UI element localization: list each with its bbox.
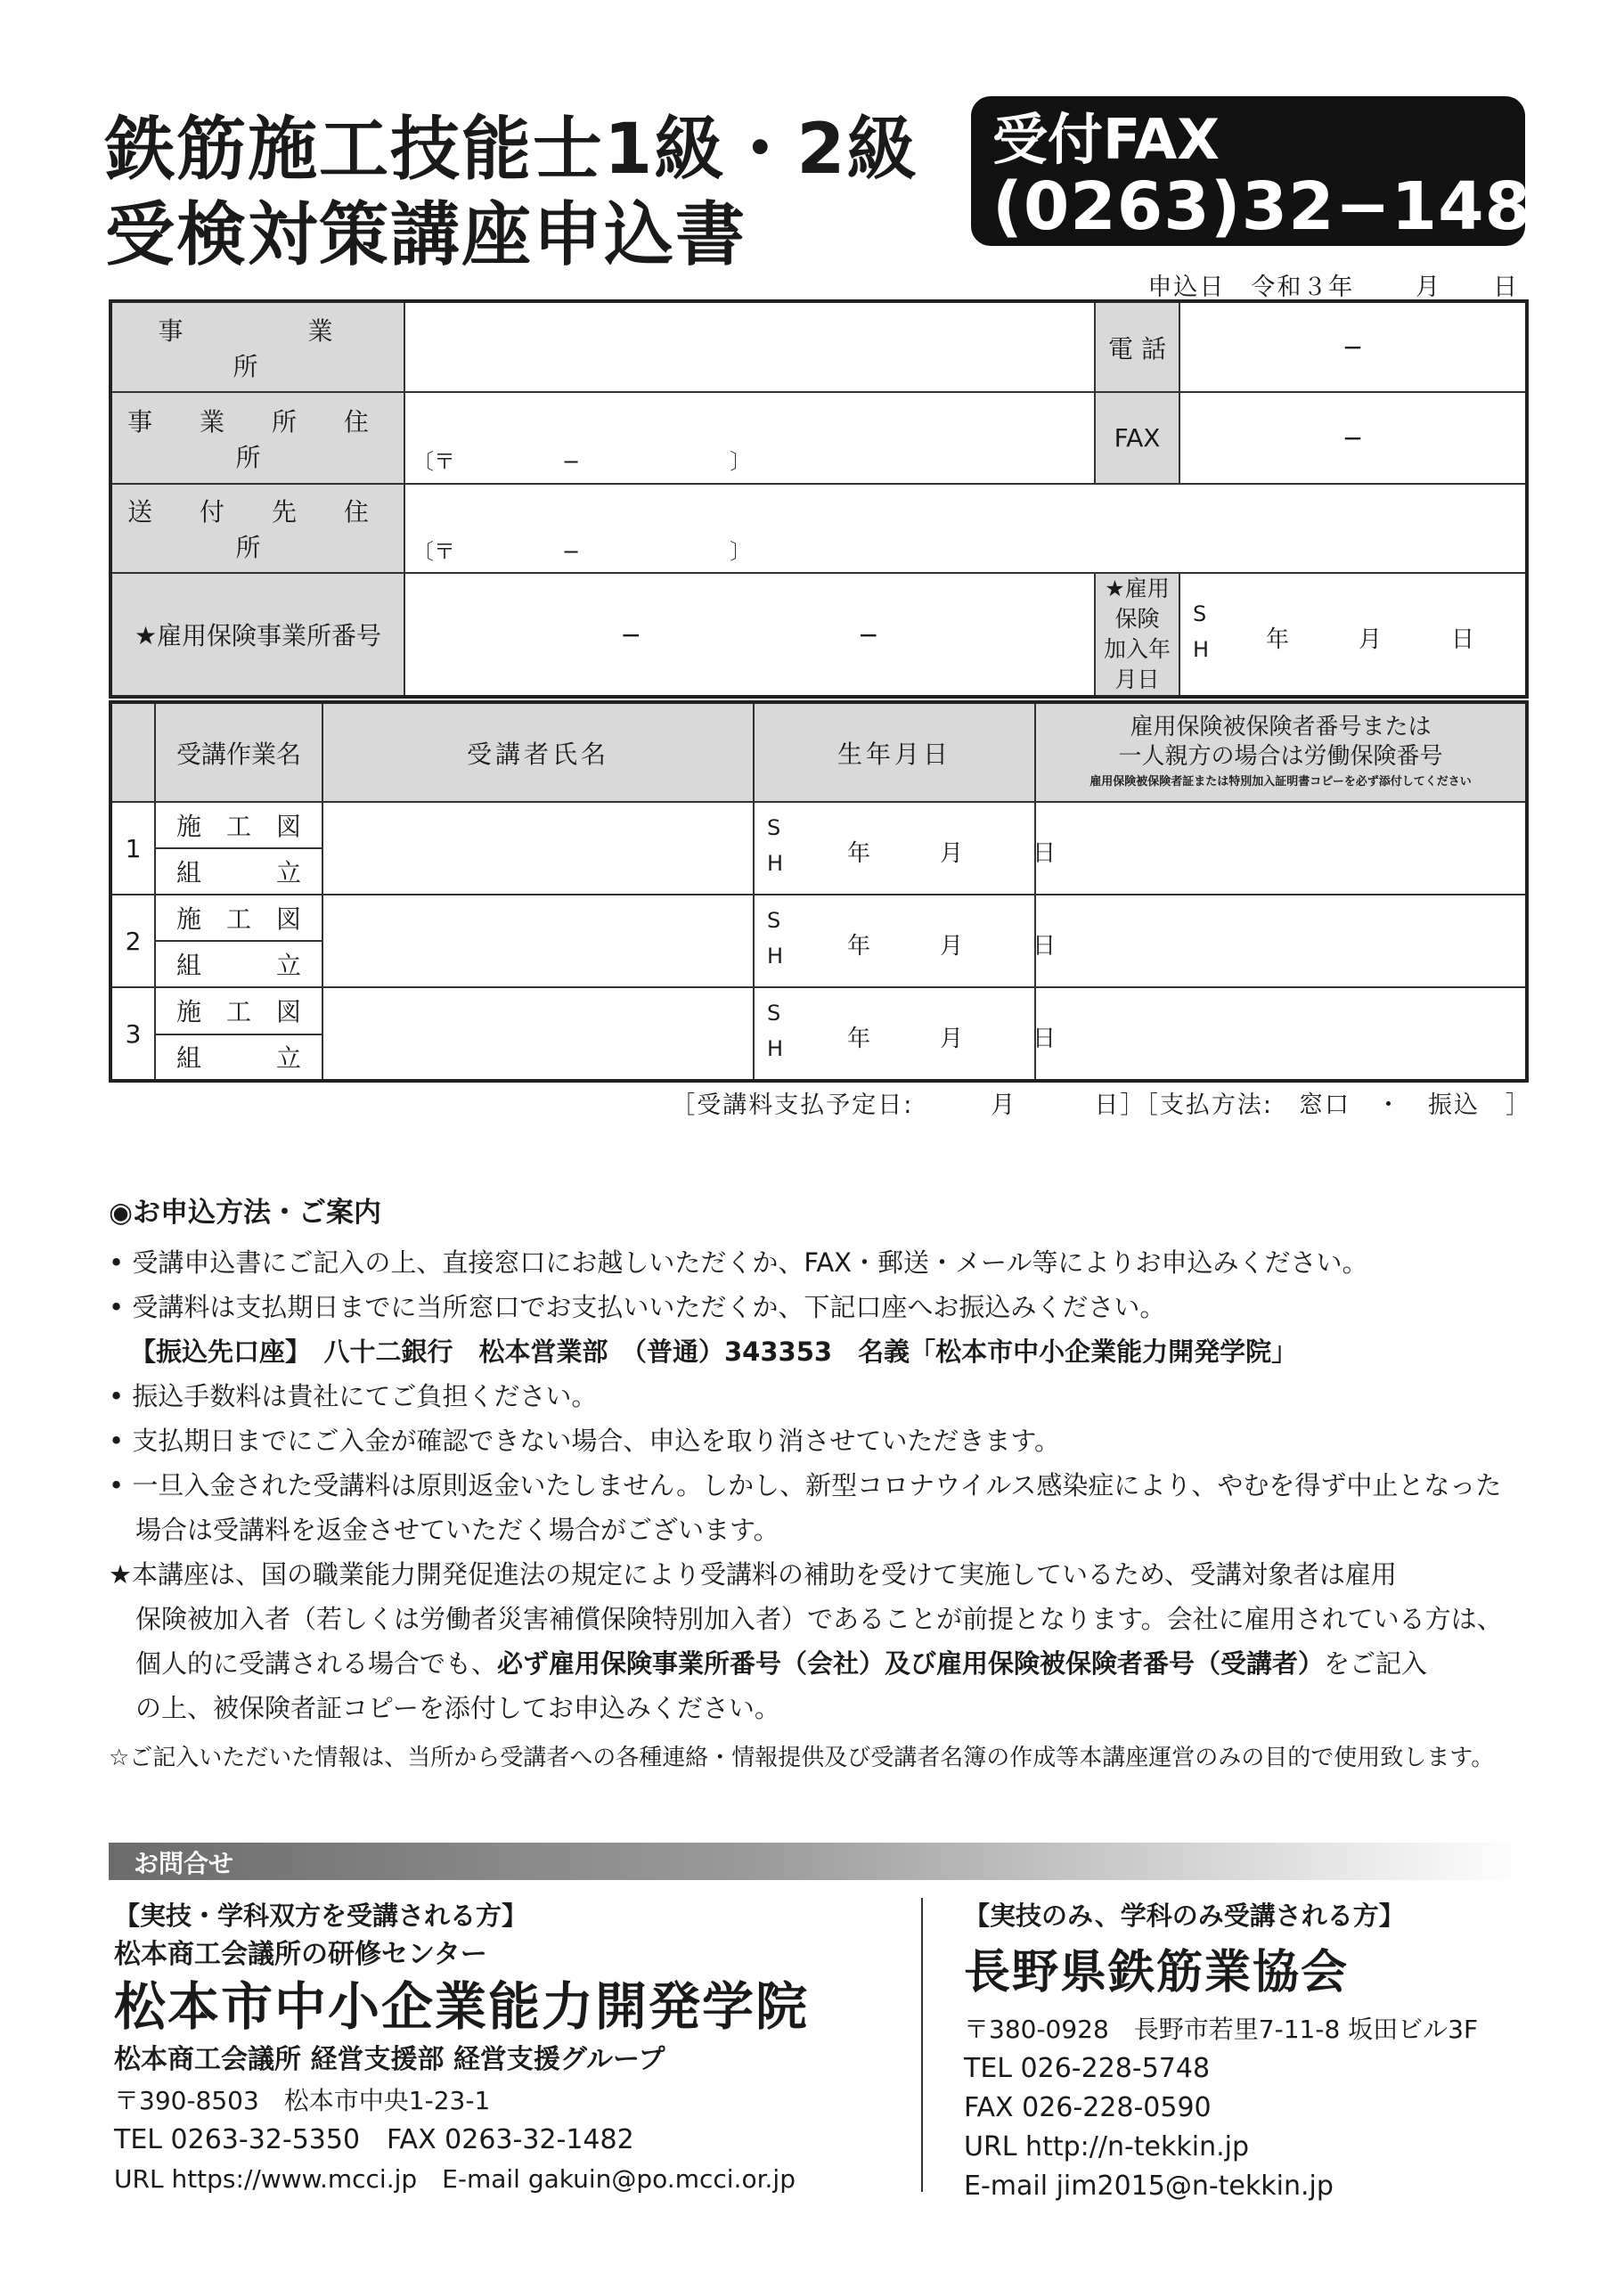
payment-note: ［受講料支払予定日: 月 日］［支払方法: 窓口 ・ 振込 ］ — [671, 1091, 1531, 1119]
contact-left-tel-fax: TEL 0263-32-5350 FAX 0263-32-1482 — [114, 2124, 634, 2155]
bank-account-info: 【振込先口座】 八十二銀行 松本営業部 （普通）343353 名義「松本市中小企業能力開発学院」 — [130, 1337, 1298, 1367]
subsidy-note-continued — [109, 1641, 1534, 1686]
shipping-address-label: 送 付 先 住 所 — [110, 484, 404, 573]
contact-heading: お問合せ — [134, 1849, 234, 1878]
header-insured-no — [1035, 702, 1527, 802]
contact-left-sub: 松本商工会議所の研修センター — [114, 1939, 487, 1970]
contact-right-address: 〒380-0928 長野市若里7-11-8 坂田ビル3F — [964, 2015, 1479, 2044]
shipping-address-field[interactable] — [404, 484, 1527, 573]
contact-right-email[interactable]: E-mail jim2015@n-tekkin.jp — [964, 2171, 1334, 2202]
insured-number-field[interactable] — [1035, 987, 1527, 1081]
showa-label: S — [767, 1001, 781, 1026]
company-info-table — [109, 299, 1529, 699]
subsidy-text: 個人的に受講される場合でも、 — [135, 1648, 498, 1679]
table-row — [110, 802, 1527, 848]
contact-left-dept: 松本商工会議所 経営支援部 経営支援グループ — [114, 2044, 665, 2075]
subsidy-emphasis: 必ず雇用保険事業所番号（会社）及び雇用保険被保険者番号（受講者） — [497, 1648, 1325, 1679]
heisei-label: H — [767, 944, 784, 969]
insured-date-label — [1095, 573, 1179, 697]
emp-no-dash-2: − — [858, 619, 879, 650]
application-date: 申込日 令和３年 月 日 — [1147, 274, 1519, 301]
contact-left-heading: 【実技・学科双方を受講される方】 — [114, 1901, 528, 1931]
contact-right-tel: TEL 026-228-5748 — [964, 2053, 1211, 2084]
birth-date-field[interactable] — [754, 895, 1057, 987]
guide-item: • 支払期日までにご入金が確認できない場合、申込を取り消させていただきます。 — [109, 1426, 1061, 1456]
header-no — [110, 702, 155, 802]
showa-label: S — [767, 908, 781, 933]
heisei-label: H — [1193, 637, 1210, 662]
emp-no-dash-1: − — [620, 619, 641, 650]
header-insured-line-2: 一人親方の場合は労働保険番号 — [1118, 742, 1443, 770]
participant-name-field[interactable] — [322, 987, 754, 1081]
business-field[interactable] — [404, 301, 1095, 392]
business-label: 事 業 所 — [110, 301, 404, 392]
row-number: 2 — [110, 895, 155, 987]
course-option-drawing[interactable]: 施 工 図 — [155, 802, 322, 848]
participant-name-field[interactable] — [322, 895, 754, 987]
business-address-label: 事 業 所 住 所 — [110, 392, 404, 484]
showa-label: S — [767, 815, 781, 840]
subsidy-text: をご記入 — [1324, 1648, 1428, 1679]
employment-insurance-no-label: ★雇用保険事業所番号 — [110, 573, 404, 697]
row-number: 3 — [110, 987, 155, 1081]
privacy-note: ☆ご記入いただいた情報は、当所から受講者への各種連絡・情報提供及び受講者名簿の作成等本講座運営のみの目的で使用致します。 — [109, 1745, 1495, 1771]
header-insured-line-1: 雇用保険被保険者番号または — [1130, 713, 1432, 740]
postal-code-template: 〔〒 − 〕 — [412, 539, 752, 564]
guide-heading: ◉お申込方法・ご案内 — [109, 1197, 382, 1229]
year-month-day: 年 月 日 — [847, 840, 1057, 867]
employment-insurance-no-field[interactable] — [404, 573, 1095, 697]
guide-item: • 受講申込書にご記入の上、直接窓口にお越しいただくか、FAX・郵送・メール等によりお申込みください。 — [109, 1247, 1368, 1278]
fax-box-number: (0263)32−1482 — [992, 168, 1579, 245]
phone-label: 電 話 — [1095, 301, 1179, 392]
year-month-day: 年 月 日 — [1266, 626, 1475, 653]
fax-label: FAX — [1095, 392, 1179, 484]
contact-right-heading: 【実技のみ、学科のみ受講される方】 — [964, 1901, 1405, 1931]
heisei-label: H — [767, 1036, 784, 1061]
course-option-assembly[interactable]: 組 立 — [155, 1034, 322, 1082]
fax-dash: − — [1342, 423, 1364, 453]
contact-right-fax: FAX 026-228-0590 — [964, 2092, 1212, 2123]
contact-left-url-email[interactable]: URL https://www.mcci.jp E-mail gakuin@po.mcci.or.jp — [114, 2164, 796, 2194]
contact-right-url[interactable]: URL http://n-tekkin.jp — [964, 2131, 1250, 2162]
fax-number-box — [971, 96, 1579, 246]
heisei-label: H — [767, 851, 784, 876]
contact-right-org: 長野県鉄筋業協会 — [964, 1946, 1350, 1999]
guide-item: • 受講料は支払期日までに当所窓口でお支払いいただくか、下記口座へお振込みください。 — [109, 1292, 1166, 1322]
course-option-drawing[interactable]: 施 工 図 — [155, 895, 322, 941]
contact-divider — [921, 1898, 923, 2192]
participants-table — [109, 700, 1529, 1083]
course-option-drawing[interactable]: 施 工 図 — [155, 987, 322, 1034]
contact-left-address: 〒390-8503 松本市中央1-23-1 — [114, 2086, 491, 2115]
participant-name-field[interactable] — [322, 802, 754, 895]
insured-date-field[interactable] — [1179, 573, 1527, 697]
year-month-day: 年 月 日 — [847, 1026, 1057, 1052]
application-guide — [109, 1190, 1534, 1780]
subsidy-note-continued: 保険被加入者（若しくは労働者災害補償保険特別加入者）であることが前提となります。会社に雇用されている方は、 — [135, 1604, 1503, 1634]
header-insured-note: 雇用保険被保険者証または特別加入証明書コピーを必ず添付してください — [1089, 774, 1472, 789]
insured-date-label-1: ★雇用保険 — [1105, 576, 1170, 632]
contact-left — [114, 1896, 809, 2199]
phone-field[interactable] — [1179, 301, 1527, 392]
phone-dash: − — [1342, 332, 1364, 362]
table-row — [110, 895, 1527, 941]
header-name: 受講者氏名 — [322, 702, 754, 802]
year-month-day: 年 月 日 — [847, 933, 1057, 960]
birth-date-field[interactable] — [754, 802, 1057, 895]
table-row — [110, 987, 1527, 1034]
contact-left-org: 松本市中小企業能力開発学院 — [114, 1976, 810, 2037]
header-course: 受講作業名 — [155, 702, 322, 802]
title-line-2: 受検対策講座申込書 — [105, 195, 747, 275]
title-line-1: 鉄筋施工技能士1級・2級 — [105, 110, 918, 190]
insured-number-field[interactable] — [1035, 802, 1527, 895]
contact-bar — [109, 1843, 1525, 1880]
business-address-field[interactable] — [404, 392, 1095, 484]
course-option-assembly[interactable]: 組 立 — [155, 941, 322, 987]
fax-field[interactable] — [1179, 392, 1527, 484]
birth-date-field[interactable] — [754, 987, 1057, 1081]
page-title — [105, 107, 918, 278]
contact-right — [964, 1896, 1478, 2206]
course-option-assembly[interactable]: 組 立 — [155, 848, 322, 895]
subsidy-note: ★本講座は、国の職業能力開発促進法の規定により受講料の補助を受けて実施しているため、受講対象者は雇用 — [109, 1559, 1397, 1590]
subsidy-note-continued: の上、被保険者証コピーを添付してお申込みください。 — [135, 1693, 780, 1723]
row-number: 1 — [110, 802, 155, 895]
insured-number-field[interactable] — [1035, 895, 1527, 987]
header-birth: 生年月日 — [754, 702, 1035, 802]
postal-code-template: 〔〒 − 〕 — [412, 448, 752, 474]
insured-date-label-2: 加入年月日 — [1103, 636, 1171, 692]
showa-label: S — [1193, 601, 1207, 626]
fax-box-label: 受付FAX — [992, 107, 1220, 172]
guide-item-continued: 場合は受講料を返金させていただく場合がございます。 — [135, 1515, 779, 1545]
guide-item: • 振込手数料は貴社にてご負担ください。 — [109, 1381, 598, 1411]
guide-item: • 一旦入金された受講料は原則返金いたしません。しかし、新型コロナウイルス感染症により、やむを得ず中止となった — [109, 1470, 1502, 1500]
